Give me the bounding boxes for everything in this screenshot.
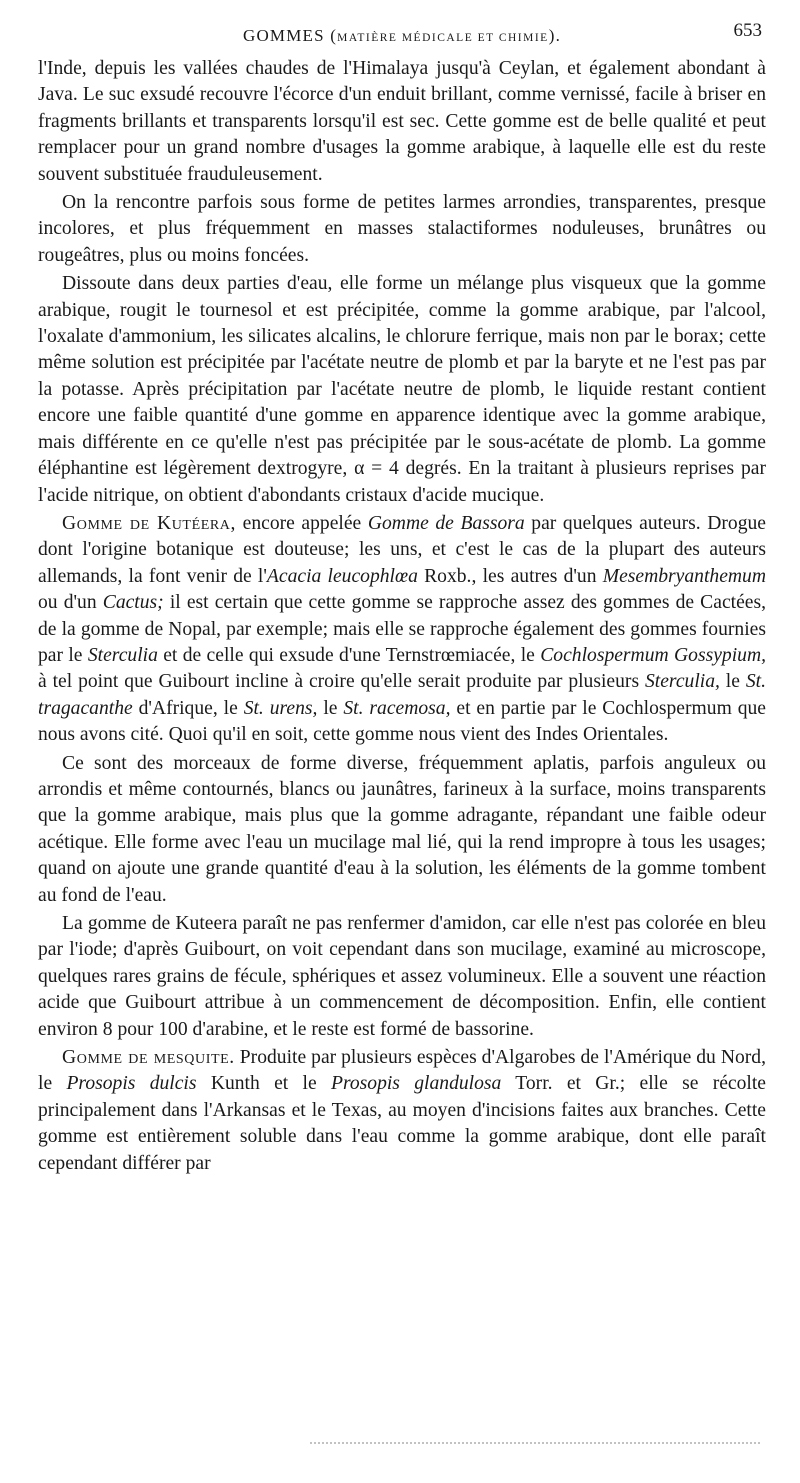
- paragraph: Dissoute dans deux parties d'eau, elle forme un mélange plus visqueux que la gomme arabique, rougit le tournesol et est précipitée, comme la gomme arabique, par l'alcool, l'oxalate d'ammonium, les silicates alcalins, le chlorure ferrique, mais non par le borax; cette même solution est précipitée par l'acétate neutre de plomb et par la baryte et ne l'est pas par la potasse. Après précipitation par l'acétate neutre de plomb, le liquide restant contient encore une faible quantité d'une gomme en apparence identique avec la gomme arabique, mais différente en ce qu'elle n'est pas précipitée par le sous-acétate de plomb. La gomme éléphantine est légèrement dextrogyre, α = 4 degrés. En la traitant à plusieurs reprises par l'acide nitrique, on obtient d'abondants cristaux d'acide mucique.: [38, 273, 766, 506]
- italic-term: Cochlospermum Gossypium,: [540, 644, 766, 666]
- section-lead-kuteera: Gomme de Kutéera,: [62, 512, 237, 534]
- document-page: [38, 20, 767, 1179]
- italic-term: Gomme de Bassora: [367, 512, 525, 534]
- italic-term: Mesembryanthemum: [602, 565, 766, 587]
- page-number: 653: [733, 20, 762, 41]
- running-head-title: GOMMES (MATIÈRE MÉDICALE ET CHIMIE).: [242, 26, 562, 45]
- running-head-subtitle: MATIÈRE MÉDICALE ET CHIMIE: [337, 32, 549, 44]
- paragraph-continuation: l'Inde, depuis les vallées chaudes de l'Himalaya jusqu'à Ceylan, et également abondant à Java. Le suc exsudé recouvre l'écorce d'un enduit brillant, comme vernissé, facile à briser en fragments brillants et transparents lorsqu'il est sec. Cette gomme est de belle qualité et peut remplacer pour un grand nombre d'usages la gomme arabique, à laquelle elle est du reste souvent substituée frauduleusement.: [38, 58, 766, 185]
- scan-artifact-footer: [310, 1436, 760, 1444]
- running-head: [38, 20, 766, 56]
- italic-term: Acacia leucophlœa: [266, 565, 418, 587]
- body-text: [38, 56, 766, 1177]
- section-lead-mesquite: Gomme de mesquite.: [62, 1047, 235, 1069]
- paragraph: Ce sont des morceaux de forme diverse, fréquemment aplatis, parfois anguleux ou arrondis et même contournés, blancs ou jaunâtres, farineux à la surface, moins transparents que la gomme arabique, mais plus que la gomme adragante, répandant une faible odeur acétique. Elle forme avec l'eau un mucilage mal lié, qui la rend impropre à tous les usages; quand on ajoute une grande quantité d'eau à la solution, les éléments de la gomme tombent au fond de l'eau.: [38, 752, 766, 906]
- italic-term: Sterculia,: [644, 671, 720, 693]
- italic-term: Cactus;: [102, 592, 164, 614]
- paragraph-gomme-de-kuteera: Gomme de Kutéera, encore appelée Gomme de Bassora par quelques auteurs. Drogue dont l'origine botanique est douteuse; les uns, et c'est le cas de la plupart des auteurs allemands, la font venir de l'Acacia leucophlœa Roxb., les autres d'un Mesembryanthemum ou d'un Cactus; il est certain que cette gomme se rapproche assez des gommes de Cactées, de la gomme de Nopal, par exemple; mais elle se rapproche également des gommes fournies par le Sterculia et de celle qui exsude d'une Ternstrœmiacée, le Cochlospermum Gossypium, à tel point que Guibourt incline à croire qu'elle serait produite par plusieurs Sterculia, le St. tragacanthe d'Afrique, le St. urens, le St. racemosa, et en partie par le Cochlospermum que nous avons cité. Quoi qu'il en soit, cette gomme nous vient des Indes Orientales.: [38, 512, 766, 746]
- italic-term: Prosopis dulcis: [66, 1073, 197, 1095]
- paragraph: On la rencontre parfois sous forme de petites larmes arrondies, transparentes, presque incolores, et plus fréquemment en masses stalactiformes noduleuses, brunâtres ou rougeâtres, plus ou moins foncées.: [38, 192, 766, 266]
- italic-term: St. racemosa,: [343, 697, 451, 719]
- paragraph-gomme-de-mesquite: Gomme de mesquite. Produite par plusieurs espèces d'Algarobes de l'Amérique du Nord, le Prosopis dulcis Kunth et le Prosopis glandulosa Torr. et Gr.; elle se récolte principalement dans l'Arkansas et le Texas, au moyen d'incisions faites aux branches. Cette gomme est entièrement soluble dans l'eau comme la gomme arabique, dont elle paraît cependant différer par: [38, 1047, 767, 1174]
- italic-term: St. tragacanthe: [38, 671, 766, 719]
- italic-term: Sterculia: [87, 644, 158, 666]
- italic-term: Prosopis glandulosa: [330, 1073, 502, 1095]
- italic-term: St. urens,: [243, 697, 318, 719]
- paragraph: La gomme de Kuteera paraît ne pas renfermer d'amidon, car elle n'est pas colorée en bleu par l'iode; d'après Guibourt, on voit cependant dans son mucilage, examiné au microscope, quelques rares grains de fécule, sphériques et assez volumineux. Elle a souvent une réaction acide que Guibourt attribue à un commencement de décomposition. Enfin, elle contient environ 8 pour 100 d'arabine, et le reste est formé de bassorine.: [38, 913, 766, 1040]
